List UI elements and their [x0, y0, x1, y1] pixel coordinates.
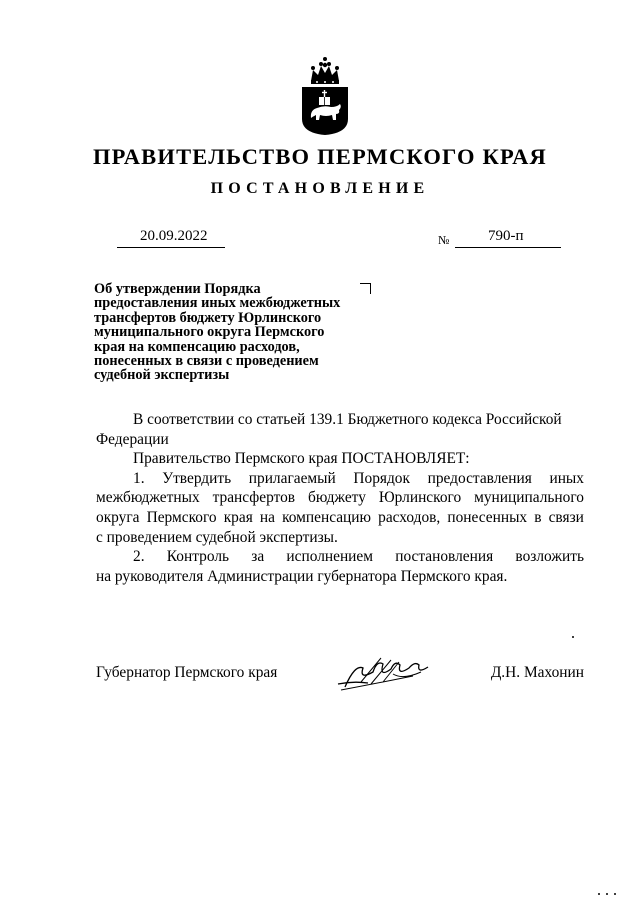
word: прилагаемый — [248, 469, 336, 487]
word: бюджету — [308, 489, 366, 507]
word: межбюджетных — [96, 489, 200, 507]
scan-speck — [572, 636, 574, 638]
paragraph-4-line: на руководителя Администрации губернатора Пермского края. — [96, 567, 508, 585]
number-field — [455, 225, 561, 248]
subject-line: понесенных в связи с проведением — [94, 353, 319, 370]
word: компенсацию — [282, 508, 372, 526]
document-date: 20.09.2022 — [140, 228, 208, 244]
signer-name: Д.Н. Махонин — [490, 664, 584, 681]
subject-line: предоставления иных межбюджетных — [94, 295, 341, 312]
coat-of-arms-icon — [298, 56, 352, 136]
paragraph-2: Правительство Пермского края ПОСТАНОВЛЯЕТ: — [133, 450, 470, 468]
word: расходов, — [378, 508, 441, 526]
word: Утвердить — [162, 469, 232, 487]
paragraph-1-line: В соответствии со статьей 139.1 Бюджетного кодекса Российской — [133, 411, 562, 428]
word: постановления — [395, 548, 494, 566]
document-number: 790-п — [488, 228, 524, 244]
document-body — [96, 410, 584, 586]
word: предоставления — [427, 469, 532, 487]
word: Порядок — [353, 469, 410, 487]
word: трансфертов — [212, 489, 296, 507]
word: 2. — [133, 548, 145, 566]
word: округа — [96, 508, 140, 526]
word: в — [534, 508, 542, 526]
paragraph-3-line: с проведением судебной экспертизы. — [96, 528, 338, 546]
scan-speck — [606, 893, 608, 895]
paragraph-3-line — [96, 469, 584, 489]
government-title: ПРАВИТЕЛЬСТВО ПЕРМСКОГО КРАЯ — [92, 144, 548, 169]
document-subject — [94, 282, 369, 383]
word: Пермского — [146, 508, 217, 526]
word: на — [259, 508, 275, 526]
word: понесенных — [447, 508, 528, 526]
paragraph-4-line — [96, 547, 584, 567]
word: за — [251, 548, 265, 566]
word: иных — [549, 469, 584, 487]
word: возложить — [515, 548, 584, 566]
document-type: ПОСТАНОВЛЕНИЕ — [210, 180, 430, 197]
word: края — [223, 508, 253, 526]
paragraph-1-line: Федерации — [96, 430, 169, 448]
date-field — [117, 225, 225, 248]
subject-line: Об утверждении Порядка — [94, 281, 261, 297]
scan-speck — [614, 893, 616, 895]
handwritten-signature — [333, 654, 433, 694]
word: исполнением — [286, 548, 373, 566]
scan-speck — [598, 893, 600, 895]
word: Юрлинского — [378, 489, 462, 507]
word: муниципального — [474, 489, 584, 507]
paragraph-3-line — [96, 508, 584, 528]
subject-line: края на компенсацию расходов, — [94, 338, 300, 355]
word: Контроль — [166, 548, 230, 566]
number-sign: № — [438, 233, 450, 247]
subject-line: муниципального округа Пермского — [94, 324, 325, 341]
signer-title: Губернатор Пермского края — [96, 664, 278, 681]
paragraph-3-line — [96, 488, 584, 508]
subject-line: трансфертов бюджету Юрлинского — [94, 309, 322, 326]
word: 1. — [133, 469, 145, 487]
subject-line: судебной экспертизы — [94, 367, 230, 384]
word: связи — [548, 508, 584, 526]
signature-block — [96, 662, 584, 692]
